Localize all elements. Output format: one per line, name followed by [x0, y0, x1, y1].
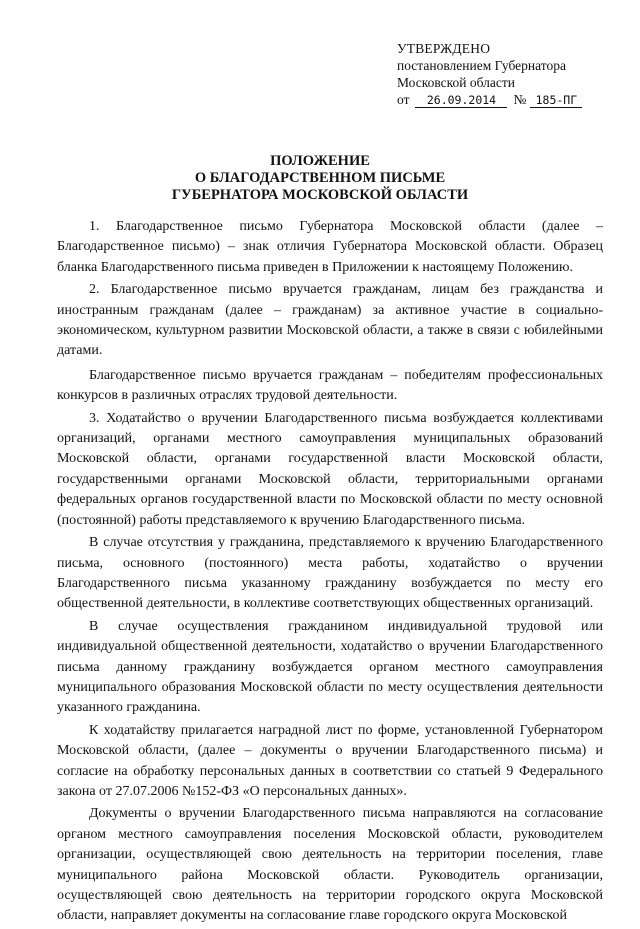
approval-date: 26.09.2014: [415, 94, 507, 108]
paragraph-2: 2. Благодарственное письмо вручается гражданам, лицам без гражданства и иностранным гражданам (далее – гражданам) за активное участие в социально-экономическом, культурном развитии Московской области, а также в связи с юбилейными датами.: [57, 282, 603, 359]
paragraph-1: 1. Благодарственное письмо Губернатора Московской области (далее – Благодарственное письмо) – знак отличия Губернатора Московской области. Образец бланка Благодарственного письма приведен в Приложении к настоящему Положению.: [57, 219, 603, 275]
document-title: [0, 153, 640, 204]
approved-heading: УТВЕРЖДЕНО: [397, 41, 491, 56]
approval-number: 185-ПГ: [530, 94, 582, 108]
paragraph-3: Благодарственное письмо вручается гражданам – победителям профессиональных конкурсов в различных отраслях трудовой деятельности.: [57, 367, 603, 404]
paragraph-4: 3. Ходатайство о вручении Благодарственного письма возбуждается коллективами организаций, органами местного самоуправления муниципальных образований Московской области, органами государственной власти Московской области, государственными органами Московской области, территориальными органами федеральных органов государственной власти по Московской области по месту основной (постоянной) работы представляемого к вручению Благодарственного письма.: [57, 410, 603, 528]
approval-date-number-line: [397, 91, 617, 108]
title-line-1: ПОЛОЖЕНИЕ: [270, 153, 370, 169]
approval-stamp: [397, 40, 617, 108]
paragraph-7: К ходатайству прилагается наградной лист по форме, установленной Губернатором Московской области, (далее – документы о вручении Благодарственного письма) и согласие на обработку персональных данных в соответствии со статьей 9 Федерального закона от 27.07.2006 №152-ФЗ «О персональных данных».: [57, 722, 603, 799]
title-line-2: О БЛАГОДАРСТВЕННОМ ПИСЬМЕ: [194, 170, 446, 186]
paragraph-8: Документы о вручении Благодарственного письма направляются на согласование органом местного самоуправления поселения Московской области, руководителем организации, осуществляющей свою деятельность на территории поселения, главе муниципального района Московской области. Руководитель организации, осуществляющей свою деятельность на территории городского округа Московской области, направляет документы на согласование главе городского округа Московской: [57, 806, 603, 924]
number-prefix: №: [513, 92, 527, 107]
date-prefix: от: [397, 92, 410, 107]
title-line-3: ГУБЕРНАТОРА МОСКОВСКОЙ ОБЛАСТИ: [171, 187, 469, 203]
document-body: [57, 217, 603, 929]
approved-by-line: постановлением Губернатора: [397, 58, 566, 73]
paragraph-6: В случае осуществления гражданином индивидуальной трудовой или индивидуальной общественной деятельности, ходатайство о вручении Благодарственного письма данному гражданину возбуждается органом местного самоуправления муниципального образования Московской области по месту осуществления деятельности указанного гражданина.: [57, 618, 603, 716]
paragraph-5: В случае отсутствия у гражданина, представляемого к вручению Благодарственного письма, основного (постоянного) места работы, ходатайство о вручении Благодарственного письма указанному гражданину возбуждается по месту его общественной деятельности, в коллективе соответствующих общественных организаций.: [57, 535, 603, 612]
approved-region-line: Московской области: [397, 75, 516, 90]
